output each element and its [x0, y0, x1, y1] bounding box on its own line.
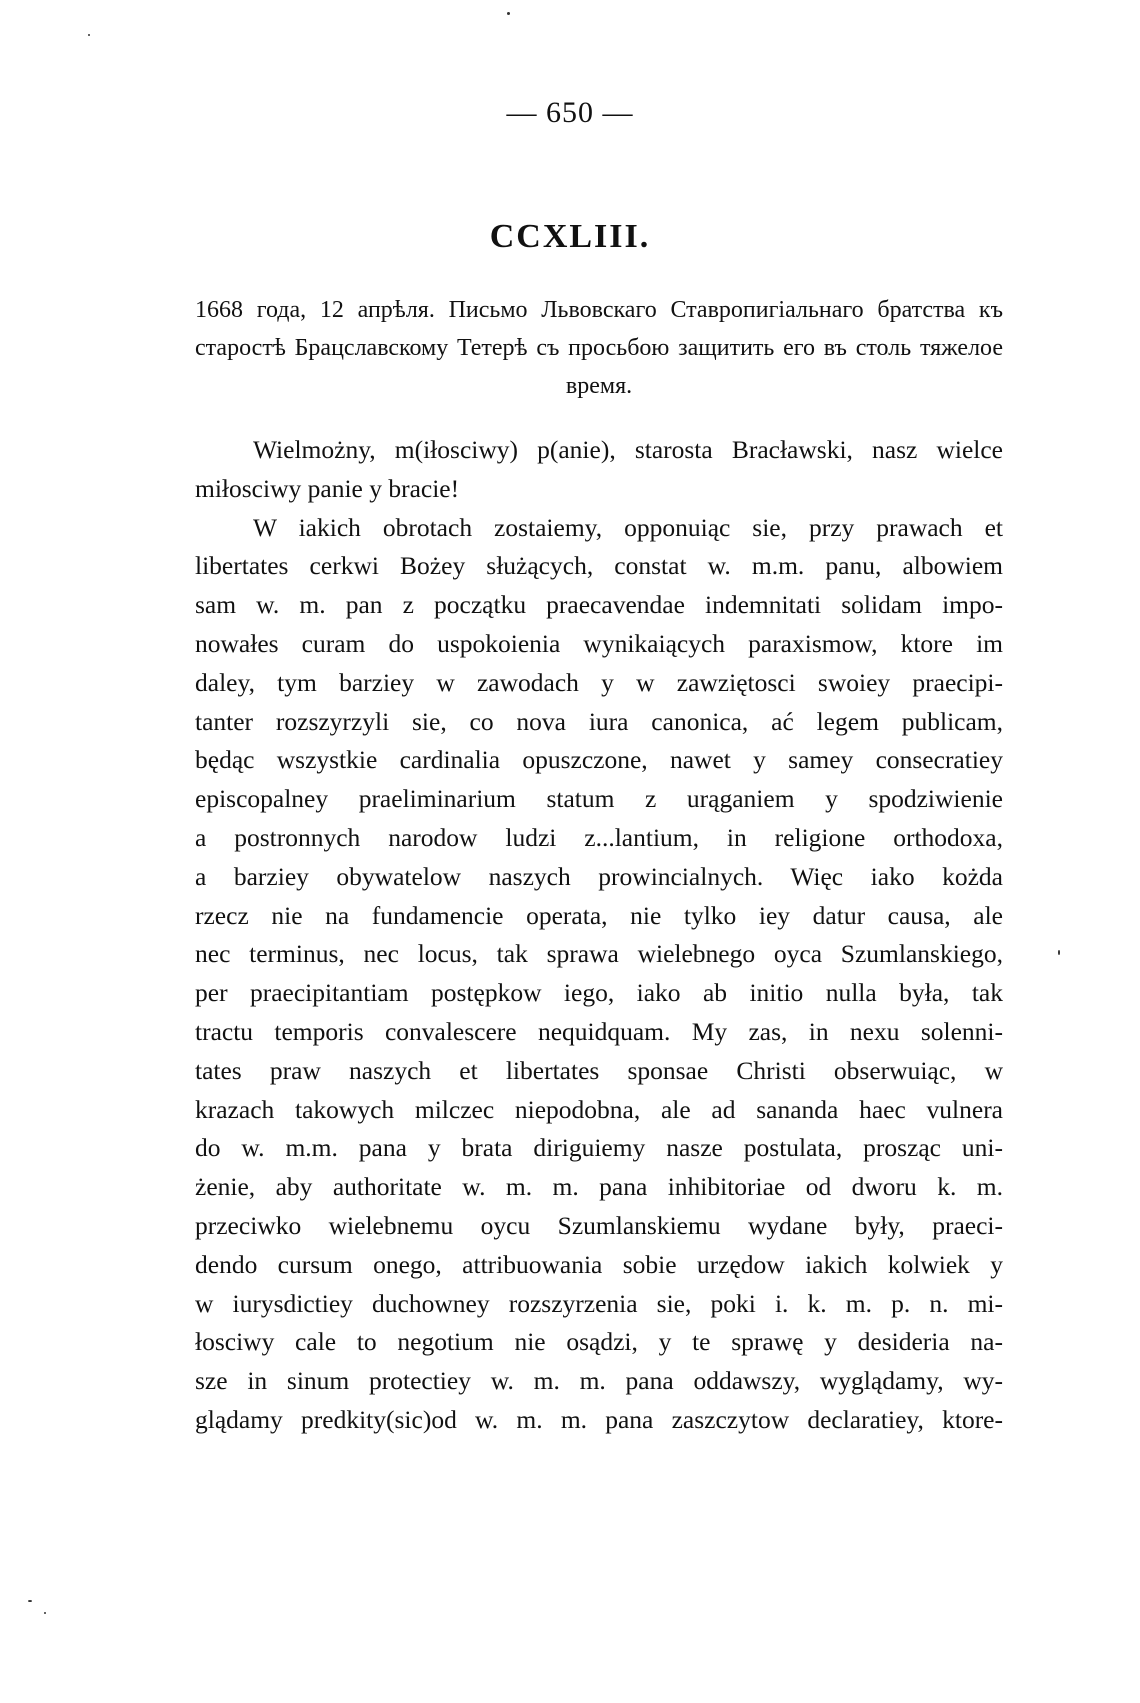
scan-speck: [88, 34, 90, 36]
body-line: tates praw naszych et libertates sponsae Christi obserwuiąc, w: [195, 1055, 1003, 1085]
body-line: daley, tym barziey w zawodach y w zawziętosci swoiey praecipi-: [195, 667, 1003, 697]
body-line: będąc wszystkie cardinalia opuszczone, nawet y samey consecratiey: [195, 745, 1003, 775]
body-line: miłosciwy panie y bracie!: [195, 473, 460, 503]
body-line: rzecz nie na fundamencie operata, nie tylko iey datur causa, ale: [195, 900, 1003, 930]
body-line: a barziey obywatelow naszych prowincialnych. Więc iako kożda: [195, 861, 1003, 891]
body-line: przeciwko wielebnemu oycu Szumlanskiemu wydane były, praeci-: [195, 1210, 1003, 1240]
body-line: krazach takowych milczec niepodobna, ale ad sananda haec vulnera: [195, 1094, 1003, 1124]
body-line: nec terminus, nec locus, tak sprawa wielebnego oyca Szumlanskiego,: [195, 939, 1003, 969]
document-heading: 1668 года, 12 апрѣля. Письмо Львовскаго Ставропигіальнаго братства къ старостѣ Брацславскому Тетерѣ съ просьбою защитить его въ столь тяжелое время.: [195, 297, 1003, 399]
body-line: episcopalney praeliminarium statum z urąganiem y spodziwienie: [195, 784, 1003, 814]
body-line: sze in sinum protectiey w. m. m. pana oddawszy, wyglądamy, wy-: [195, 1366, 1003, 1396]
body-line: tanter rozszyrzyli sie, co nova iura canonica, ać legem publicam,: [195, 706, 1003, 736]
body-line: dendo cursum onego, attribuowania sobie urzędow iakich kolwiek y: [195, 1249, 1003, 1279]
body-line: glądamy predkity(sic)od w. m. m. pana zaszczytow declaratiey, ktore-: [195, 1404, 1003, 1434]
document-number: CCXLIII.: [489, 218, 651, 255]
body-line: sam w. m. pan z początku praecavendae indemnitati solidam impo-: [195, 590, 1003, 620]
body-line: W iakich obrotach zostaiemy, opponuiąc sie, przy prawach et: [253, 512, 1003, 542]
body-line: nowałes curam do uspokoienia wynikaiących paraxismow, ktore im: [195, 628, 1003, 658]
body-line: per praecipitantiam postępkow iego, iako ab initio nulla była, tak: [195, 978, 1003, 1008]
scan-speck: [507, 12, 510, 15]
body-line: do w. m.m. pana y brata diriguiemy nasze postulata, prosząc uni-: [195, 1133, 1003, 1163]
scan-speck: [28, 1600, 32, 1602]
body-line: tractu temporis convalescere nequidquam. My zas, in nexu solenni-: [195, 1016, 1003, 1046]
scan-speck: [1058, 950, 1060, 955]
body-line: żenie, aby authoritate w. m. m. pana inhibitoriae od dworu k. m.: [195, 1172, 1003, 1202]
page-number: — 650 —: [506, 96, 634, 129]
body-line: Wielmożny, m(iłosciwy) p(anie), starosta Bracławski, nasz wielce: [253, 435, 1003, 464]
body-line: w iurysdictiey duchowney rozszyrzenia sie, poki i. k. m. p. n. mi-: [195, 1288, 1003, 1318]
body-line: libertates cerkwi Bożey służących, constat w. m.m. panu, albowiem: [195, 551, 1003, 581]
body-line: łosciwy cale to negotium nie osądzi, y te sprawę y desideria na-: [195, 1327, 1003, 1357]
letter-body: [195, 431, 1003, 1440]
body-line: a postronnych narodow ludzi z...lantium, in religione orthodoxa,: [195, 822, 1003, 852]
scan-speck: [44, 1612, 46, 1614]
